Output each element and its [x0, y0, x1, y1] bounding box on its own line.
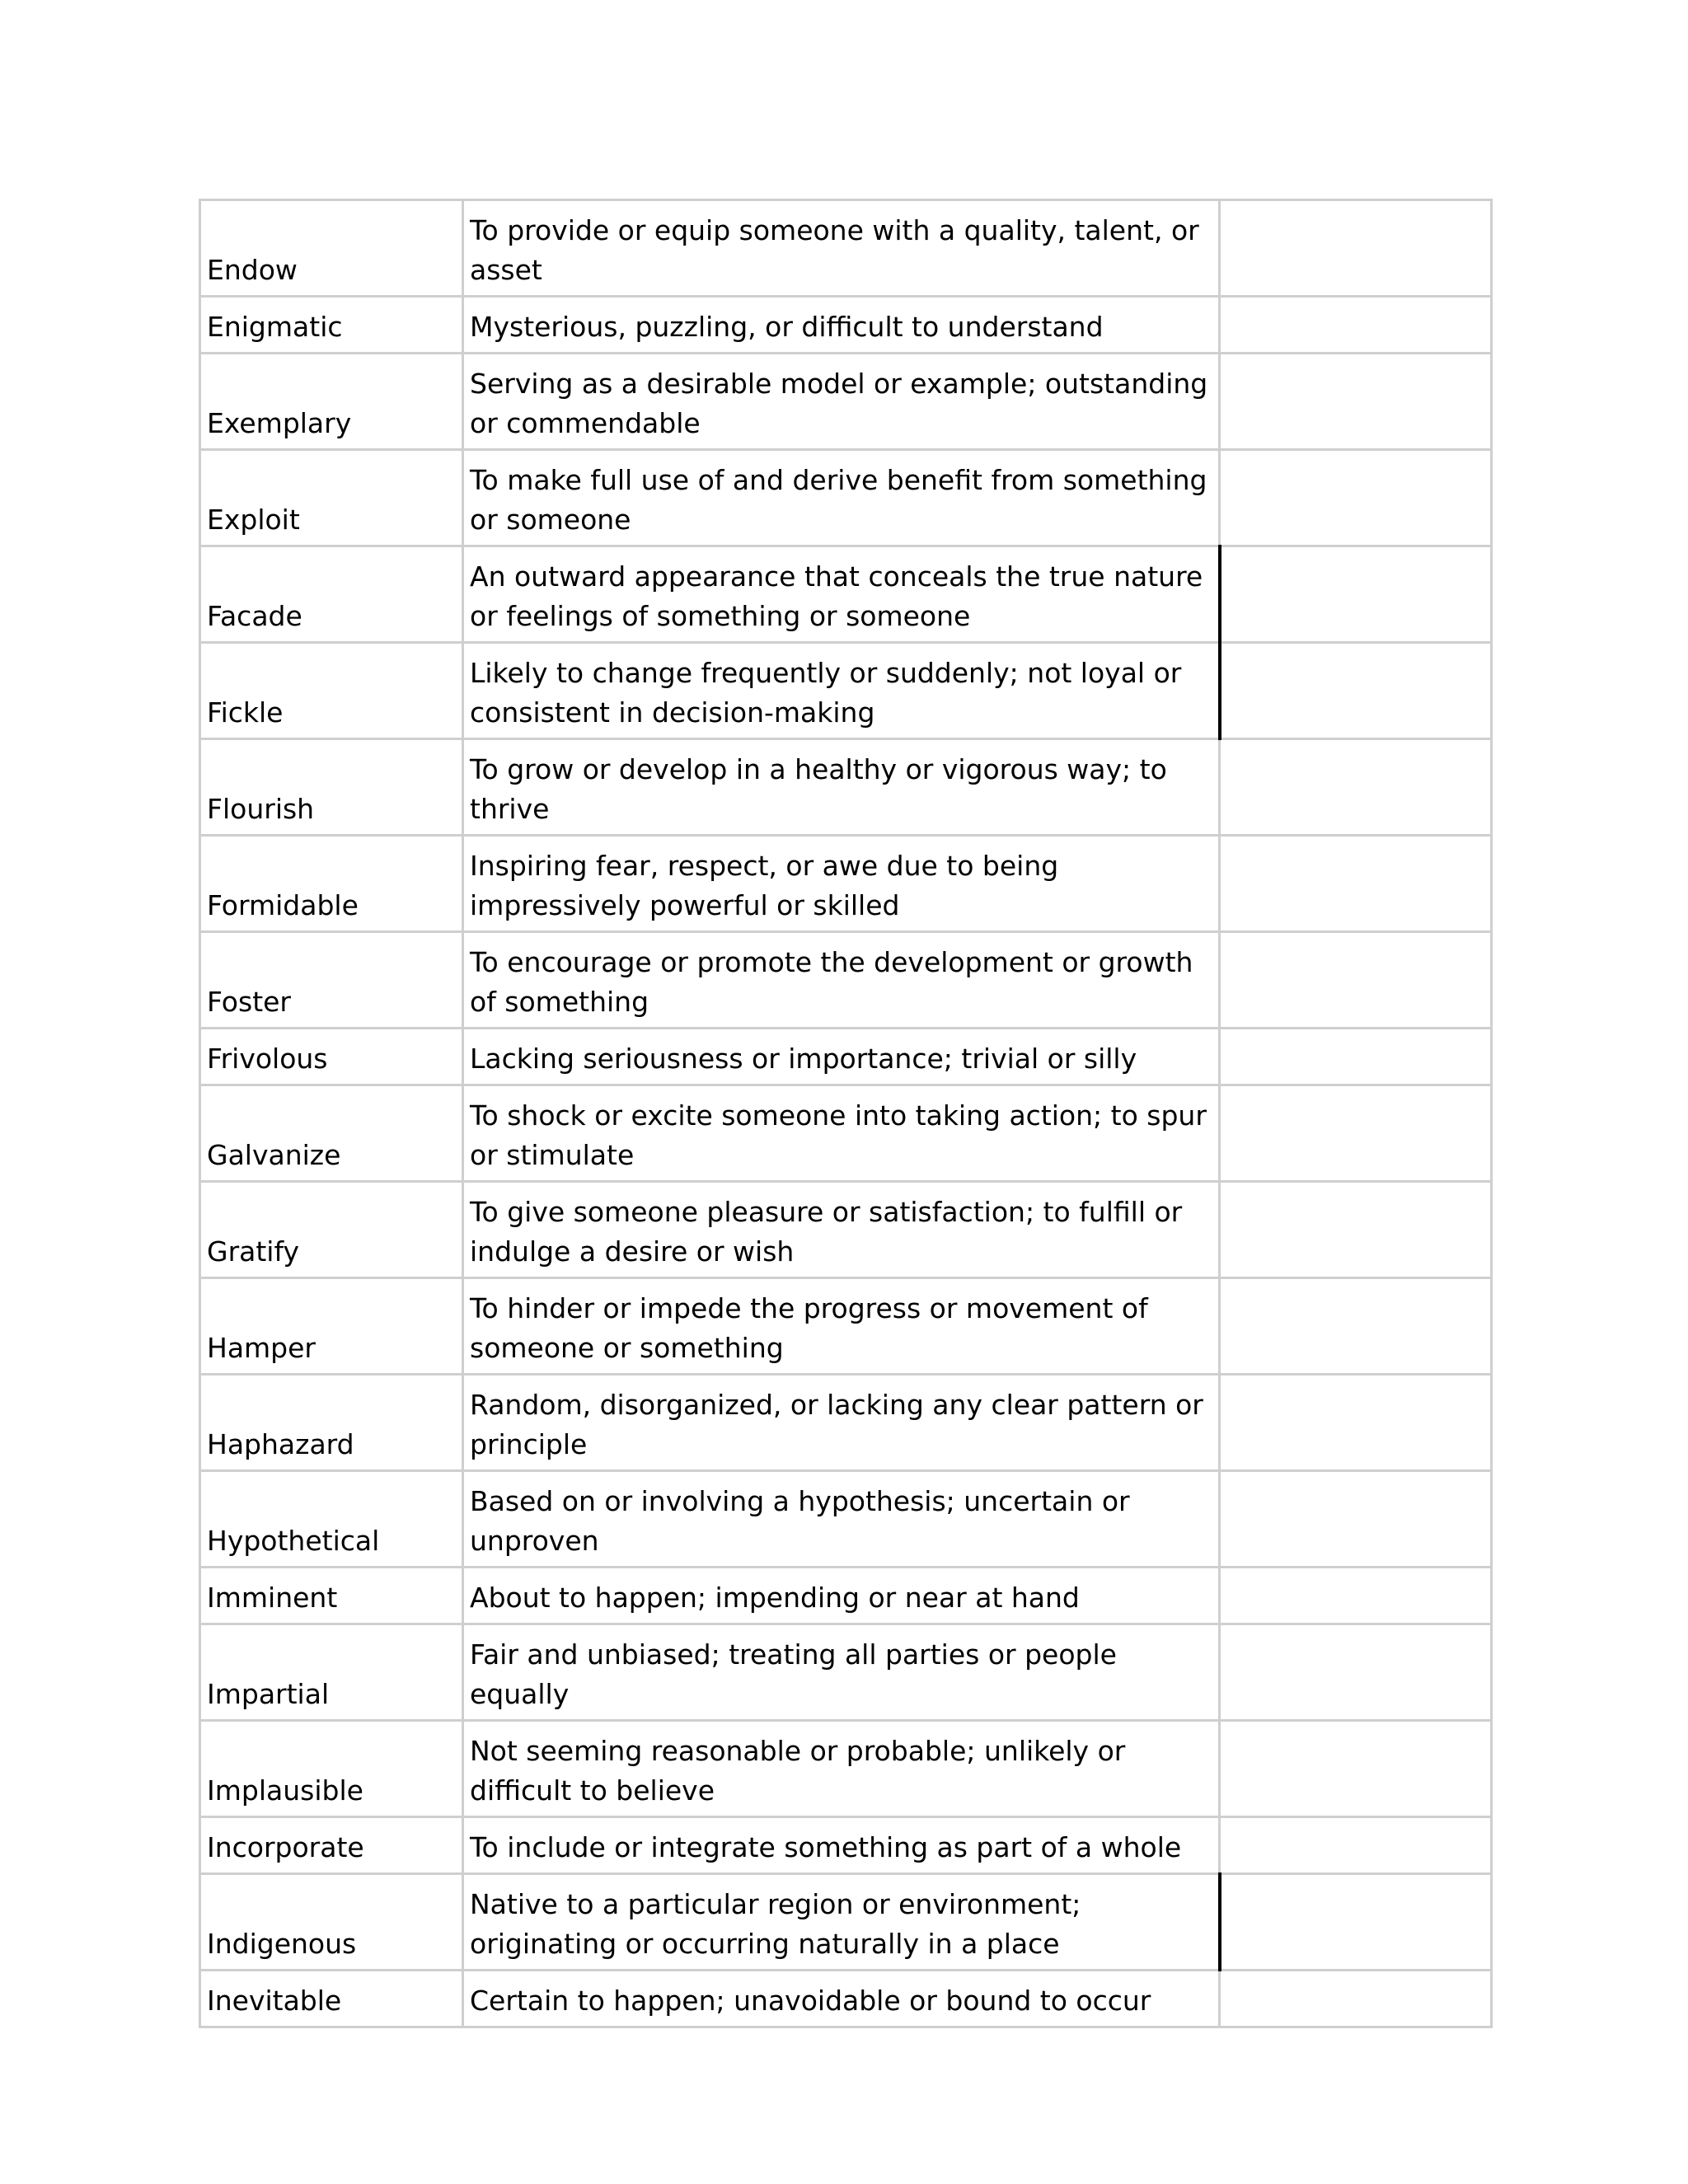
notes-cell	[1220, 1568, 1492, 1624]
term-cell: Endow	[200, 200, 463, 297]
table-row	[200, 1817, 1492, 1874]
term-cell: Formidable	[200, 836, 463, 932]
notes-cell	[1220, 1817, 1492, 1874]
notes-cell	[1220, 1085, 1492, 1182]
notes-cell	[1220, 1182, 1492, 1278]
table-row	[200, 1874, 1492, 1971]
table-row	[200, 1085, 1492, 1182]
definition-cell: To shock or excite someone into taking action; to spur or stimulate	[463, 1085, 1220, 1182]
definition-cell: Random, disorganized, or lacking any clear pattern or principle	[463, 1375, 1220, 1471]
table-row	[200, 1182, 1492, 1278]
notes-cell	[1220, 297, 1492, 354]
notes-cell	[1220, 546, 1492, 643]
table-row	[200, 1624, 1492, 1721]
definition-cell: To make full use of and derive benefit from something or someone	[463, 450, 1220, 546]
definition-cell: Likely to change frequently or suddenly; not loyal or consistent in decision-making	[463, 643, 1220, 739]
definition-cell: To hinder or impede the progress or movement of someone or something	[463, 1278, 1220, 1375]
definition-cell: Native to a particular region or environment; originating or occurring naturally in a place	[463, 1874, 1220, 1971]
table-row	[200, 1471, 1492, 1568]
notes-cell	[1220, 1471, 1492, 1568]
table-row	[200, 546, 1492, 643]
term-cell: Galvanize	[200, 1085, 463, 1182]
table-row	[200, 932, 1492, 1029]
term-cell: Indigenous	[200, 1874, 463, 1971]
table-row	[200, 739, 1492, 836]
notes-cell	[1220, 1971, 1492, 2027]
vocabulary-table-body	[200, 200, 1492, 2027]
notes-cell	[1220, 932, 1492, 1029]
term-cell: Facade	[200, 546, 463, 643]
term-cell: Enigmatic	[200, 297, 463, 354]
notes-cell	[1220, 1278, 1492, 1375]
table-row	[200, 1971, 1492, 2027]
notes-cell	[1220, 450, 1492, 546]
definition-cell: To grow or develop in a healthy or vigorous way; to thrive	[463, 739, 1220, 836]
notes-cell	[1220, 354, 1492, 450]
definition-cell: To include or integrate something as part of a whole	[463, 1817, 1220, 1874]
table-row	[200, 836, 1492, 932]
definition-cell: An outward appearance that conceals the true nature or feelings of something or someone	[463, 546, 1220, 643]
term-cell: Fickle	[200, 643, 463, 739]
definition-cell: Lacking seriousness or importance; trivial or silly	[463, 1029, 1220, 1085]
definition-cell: Certain to happen; unavoidable or bound to occur	[463, 1971, 1220, 2027]
table-row	[200, 297, 1492, 354]
term-cell: Incorporate	[200, 1817, 463, 1874]
table-row	[200, 1278, 1492, 1375]
vocabulary-table	[199, 199, 1493, 2028]
definition-cell: Mysterious, puzzling, or difficult to understand	[463, 297, 1220, 354]
term-cell: Haphazard	[200, 1375, 463, 1471]
definition-cell: Based on or involving a hypothesis; uncertain or unproven	[463, 1471, 1220, 1568]
definition-cell: Fair and unbiased; treating all parties or people equally	[463, 1624, 1220, 1721]
table-row	[200, 643, 1492, 739]
definition-cell: To give someone pleasure or satisfaction; to fulfill or indulge a desire or wish	[463, 1182, 1220, 1278]
definition-cell: To provide or equip someone with a quality, talent, or asset	[463, 200, 1220, 297]
term-cell: Imminent	[200, 1568, 463, 1624]
notes-cell	[1220, 643, 1492, 739]
table-row	[200, 1568, 1492, 1624]
table-row	[200, 354, 1492, 450]
term-cell: Exemplary	[200, 354, 463, 450]
notes-cell	[1220, 1029, 1492, 1085]
definition-cell: To encourage or promote the development or growth of something	[463, 932, 1220, 1029]
term-cell: Implausible	[200, 1721, 463, 1817]
term-cell: Gratify	[200, 1182, 463, 1278]
definition-cell: Serving as a desirable model or example; outstanding or commendable	[463, 354, 1220, 450]
term-cell: Exploit	[200, 450, 463, 546]
definition-cell: Inspiring fear, respect, or awe due to being impressively powerful or skilled	[463, 836, 1220, 932]
table-row	[200, 1029, 1492, 1085]
table-row	[200, 450, 1492, 546]
term-cell: Foster	[200, 932, 463, 1029]
term-cell: Impartial	[200, 1624, 463, 1721]
notes-cell	[1220, 1721, 1492, 1817]
definition-cell: Not seeming reasonable or probable; unlikely or difficult to believe	[463, 1721, 1220, 1817]
notes-cell	[1220, 739, 1492, 836]
notes-cell	[1220, 1624, 1492, 1721]
term-cell: Frivolous	[200, 1029, 463, 1085]
notes-cell	[1220, 1874, 1492, 1971]
table-row	[200, 200, 1492, 297]
notes-cell	[1220, 836, 1492, 932]
term-cell: Inevitable	[200, 1971, 463, 2027]
table-row	[200, 1721, 1492, 1817]
term-cell: Hamper	[200, 1278, 463, 1375]
term-cell: Flourish	[200, 739, 463, 836]
notes-cell	[1220, 200, 1492, 297]
table-row	[200, 1375, 1492, 1471]
definition-cell: About to happen; impending or near at hand	[463, 1568, 1220, 1624]
term-cell: Hypothetical	[200, 1471, 463, 1568]
notes-cell	[1220, 1375, 1492, 1471]
